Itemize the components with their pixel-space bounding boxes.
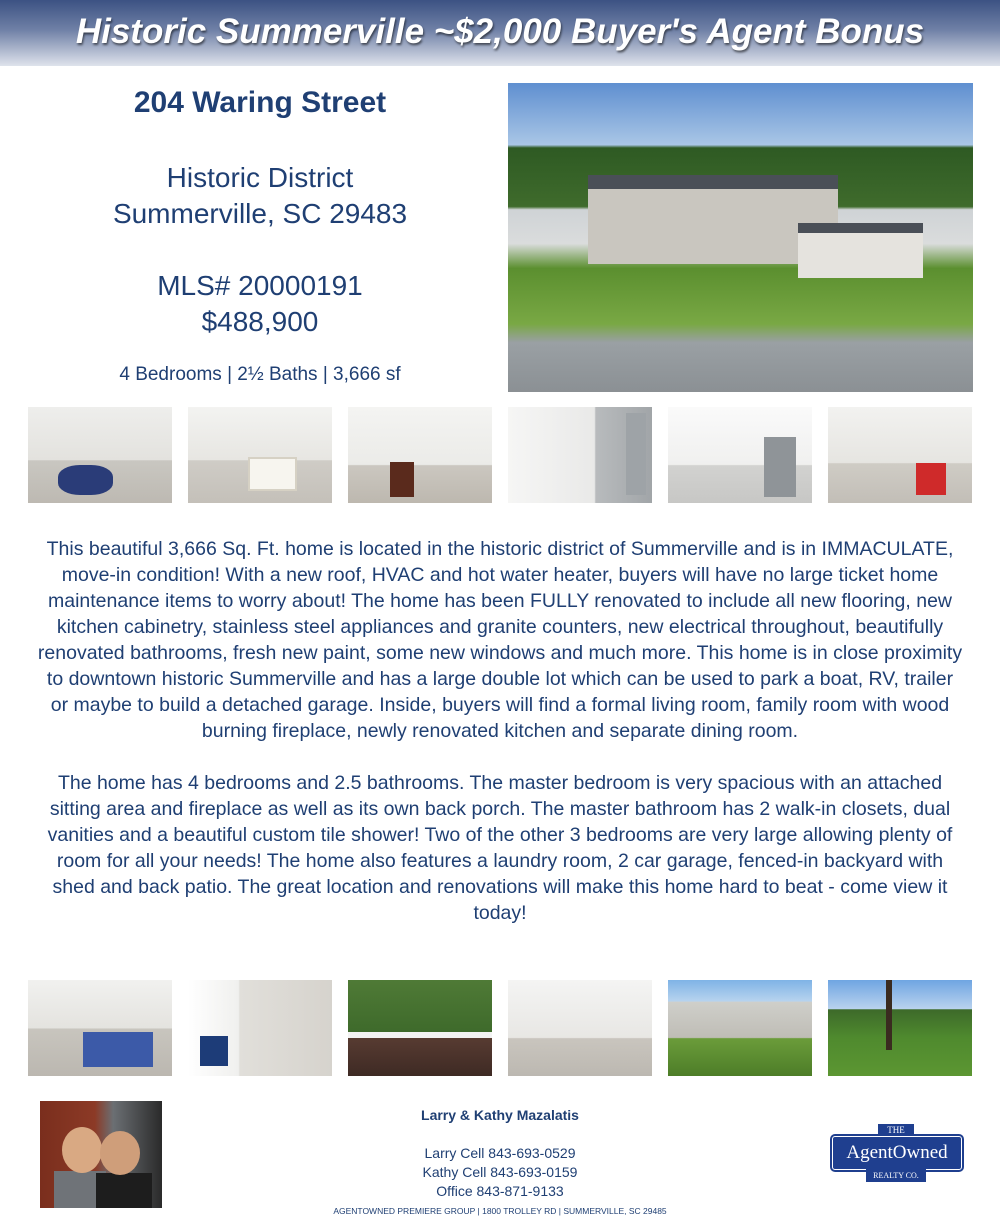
listing-address: 204 Waring Street bbox=[133, 86, 387, 119]
master-bedroom-photo bbox=[28, 980, 172, 1076]
listing-city: Summerville, SC 29483 bbox=[112, 198, 408, 229]
logo-top: THE bbox=[878, 1124, 914, 1136]
garage-shape bbox=[798, 223, 923, 278]
listing-price: $488,900 bbox=[201, 306, 319, 337]
listing-mls: MLS# 20000191 bbox=[157, 270, 363, 301]
kathy-phone: Kathy Cell 843-693-0159 bbox=[422, 1164, 578, 1180]
family-room-photo bbox=[828, 407, 972, 503]
footer-address: AGENTOWNED PREMIERE GROUP | 1800 TROLLEY RD | SUMMERVILLE, SC 29485 bbox=[333, 1206, 667, 1216]
logo-sub: REALTY CO. bbox=[866, 1169, 926, 1182]
listing-specs: 4 Bedrooms | 2½ Baths | 3,666 sf bbox=[119, 364, 401, 385]
logo-main: AgentOwned bbox=[832, 1136, 962, 1170]
description-paragraph-2: The home has 4 bedrooms and 2.5 bathrooms. The master bedroom is very spacious with an attached sitting area and fireplace as well as its own back porch. The master bathroom has 2 walk-in closets, dual vanities and a beautiful custom tile shower! Two of the other 3 bedrooms are very large allowing plenty of room for all your needs! The home also features a laundry room, 2 car garage, fenced-in backyard with shed and back patio. The great location and renovations will make this home hard to beat - come view it today! bbox=[47, 772, 953, 924]
larry-phone: Larry Cell 843-693-0529 bbox=[424, 1145, 576, 1161]
master-bath-photo bbox=[188, 980, 332, 1076]
house-rear-photo bbox=[668, 980, 812, 1076]
living-room-photo bbox=[28, 407, 172, 503]
page-title: Historic Summerville ~$2,000 Buyer's Agent Bonus bbox=[75, 12, 925, 51]
bedroom-photo bbox=[508, 980, 652, 1076]
agent-figure bbox=[96, 1173, 152, 1208]
breakfast-nook-photo bbox=[348, 407, 492, 503]
description-paragraph-1: This beautiful 3,666 Sq. Ft. home is located in the historic district of Summerville and is in IMMACULATE, move-in condition! With a new roof, HVAC and hot water heater, buyers will have no large ticket home maintenance items to worry about! The home has been FULLY renovated to include all new flooring, new kitchen cabinetry, stainless steel appliances and granite counters, new electrical throughout, beautifully renovated bathrooms, fresh new paint, some new windows and much more. This home is in close proximity to downtown historic Summerville and has a large double lot which can be used to park a boat, RV, trailer or maybe to build a detached garage. Inside, buyers will find a formal living room, family room with wood burning fireplace, newly renovated kitchen and separate dining room. bbox=[37, 538, 963, 742]
header-banner bbox=[0, 0, 1000, 66]
agent-face bbox=[62, 1127, 102, 1173]
office-phone: Office 843-871-9133 bbox=[436, 1183, 564, 1199]
agent-names: Larry & Kathy Mazalatis bbox=[421, 1107, 579, 1123]
listing-district: Historic District bbox=[166, 162, 354, 193]
dining-room-photo bbox=[188, 407, 332, 503]
back-porch-photo bbox=[348, 980, 492, 1076]
agentowned-logo bbox=[832, 1124, 960, 1184]
contact-block bbox=[300, 1106, 700, 1201]
agent-photo bbox=[40, 1101, 162, 1208]
backyard-photo bbox=[828, 980, 972, 1076]
listing-info bbox=[40, 84, 480, 386]
kitchen-photo-2 bbox=[668, 407, 812, 503]
description bbox=[36, 536, 964, 952]
agent-face bbox=[100, 1131, 140, 1175]
main-house-photo bbox=[508, 83, 973, 392]
kitchen-photo bbox=[508, 407, 652, 503]
